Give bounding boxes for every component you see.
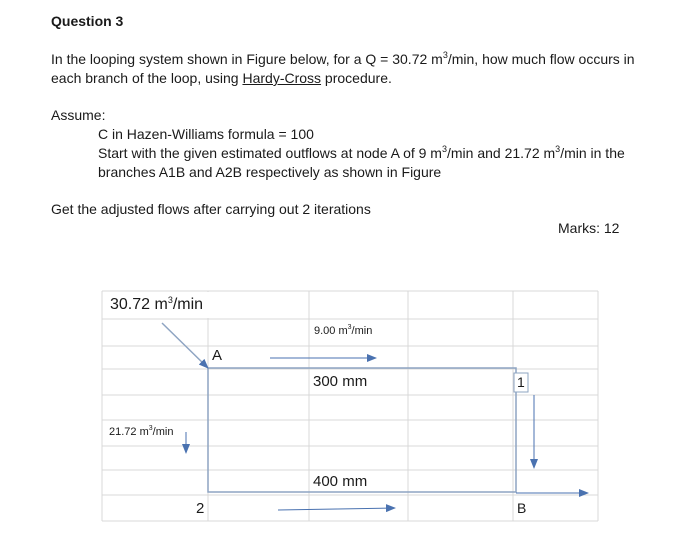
left-flow-sup: 3	[148, 425, 153, 432]
node-b-label: B	[517, 500, 527, 516]
assume-sup-1: 3	[441, 144, 447, 154]
left-flow-value: 21.72 m	[109, 426, 149, 438]
top-flow-value: 9.00 m	[314, 325, 348, 337]
inflow-value: 30.72 m	[110, 296, 168, 313]
question-title: Question 3	[51, 13, 124, 29]
marks-label: Marks: 12	[558, 220, 620, 236]
get-adjusted-text: Get the adjusted flows after carrying out 2 iterations	[51, 201, 371, 217]
hardy-cross-link[interactable]: Hardy-Cross	[242, 70, 322, 86]
assume-start-text-1: Start with the given estimated outflows at node A of 9 m	[98, 145, 442, 161]
assume-start-text-2: /min and 21.72 m	[447, 145, 556, 161]
top-flow-unit: /min	[351, 325, 373, 337]
bottom-pipe-label: 400 mm	[313, 473, 368, 490]
top-flow-label	[314, 325, 372, 337]
intro-text-4: procedure.	[321, 70, 392, 86]
assume-c-value: C in Hazen-Williams formula = 100	[98, 126, 314, 142]
inflow-unit: /min	[172, 296, 204, 313]
top-pipe-label: 300 mm	[313, 373, 368, 390]
left-flow-unit: /min	[152, 426, 174, 438]
bottom-flow-arrow	[278, 508, 395, 510]
left-flow-label	[109, 426, 173, 438]
node-a-label: A	[212, 347, 223, 364]
assume-start-line-2: branches A1B and A2B respectively as shown in Figure	[98, 164, 442, 180]
inflow-sup: 3	[167, 295, 173, 305]
assume-start-text-3: /min in the	[560, 145, 625, 161]
node-1-label: 1	[517, 374, 525, 390]
intro-sup: 3	[442, 50, 448, 60]
intro-text-1: In the looping system shown in Figure below, for a Q = 30.72 m	[51, 51, 443, 67]
node-2-label: 2	[196, 500, 205, 517]
inflow-label	[110, 296, 203, 314]
assume-label: Assume:	[51, 107, 106, 123]
intro-text-3: each branch of the loop, using	[51, 70, 243, 86]
intro-text-2: /min, how much flow occurs in	[447, 51, 635, 67]
top-flow-sup: 3	[347, 324, 352, 331]
assume-sup-2: 3	[555, 144, 561, 154]
